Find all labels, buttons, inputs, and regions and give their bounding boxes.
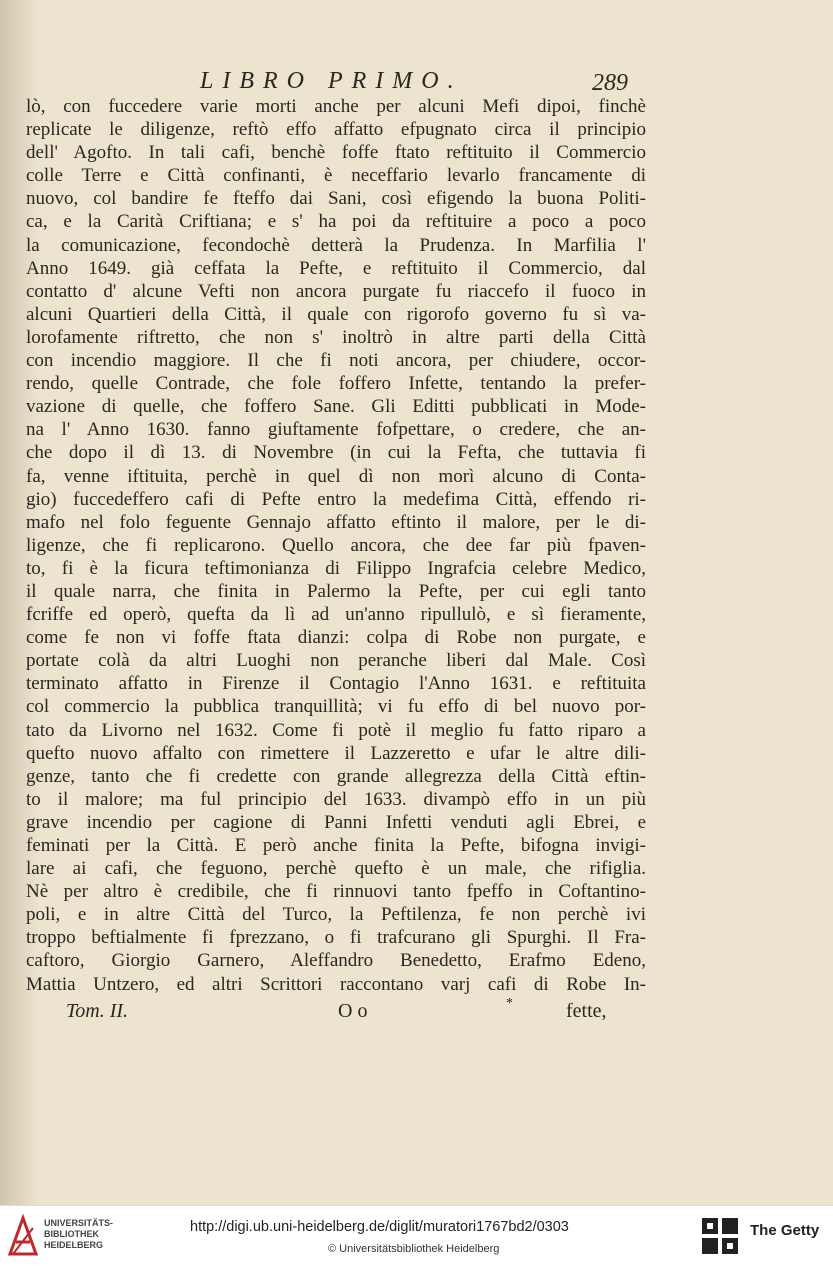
text-line: Nè per altro è credibile, che fi rinnuovi tanto fpeffo in Coftantino-: [26, 881, 646, 903]
text-line: replicate le diligenze, reftò effo affatto efpugnato circa il principio: [26, 119, 646, 141]
text-line: Anno 1649. già ceffata la Pefte, e reftituito il Commercio, dal: [26, 257, 646, 279]
text-line: quefto nuovo affalto con rimettere il Lazzeretto e ufar le altre dili-: [26, 742, 646, 764]
text-line: terminato affatto in Firenze il Contagio l'Anno 1631. e reftituita: [26, 673, 646, 695]
text-line: gio) fuccedeffero cafi di Pefte entro la medefima Città, effendo ri-: [26, 488, 646, 510]
copyright-notice: © Universitätsbibliothek Heidelberg: [328, 1243, 500, 1255]
text-line: fcriffe ed operò, quefta da lì ad un'anno ripullulò, e sì fieramente,: [26, 604, 646, 626]
page-footer: [26, 996, 641, 1026]
library-name-line: BIBLIOTHEK: [44, 1229, 99, 1239]
viewer-footer-bar: [0, 1205, 833, 1266]
getty-logo-icon: [700, 1216, 740, 1256]
text-line: Mattia Untzero, ed altri Scrittori raccontano varj cafi di Robe In-: [26, 973, 646, 995]
library-name: [44, 1218, 113, 1251]
text-line: to, fi è la ficura teftimonianza di Filippo Ingrafcia celebre Medico,: [26, 557, 646, 579]
text-line: che dopo il dì 13. di Novembre (in cui la Fefta, che tuttavia fi: [26, 442, 646, 464]
text-line: lò, con fuccedere varie morti anche per alcuni Mefi dipoi, finchè: [26, 96, 646, 117]
library-name-line: UNIVERSITÄTS-: [44, 1218, 114, 1228]
text-line: come fe non vi foffe ftata dianzi: colpa di Robe non purgate, e: [26, 627, 646, 649]
permalink-url[interactable]: http://digi.ub.uni-heidelberg.de/diglit/muratori1767bd2/0303: [190, 1219, 569, 1235]
text-line: lorofamente riftretto, che non s' inoltrò in altre parti della Città: [26, 326, 646, 348]
text-line: vazione di quelle, che foffero Sane. Gli Editti pubblicati in Mode-: [26, 396, 646, 418]
text-line: grave incendio per cagione di Panni Infetti venduti agli Ebrei, e: [26, 811, 646, 833]
text-line: col commercio la pubblica tranquillità; vi fu effo di bel nuovo por-: [26, 696, 646, 718]
text-line: feminati per la Città. E però anche finita la Pefte, bifogna invigi-: [26, 835, 646, 856]
signature-mark: O o: [338, 1000, 368, 1022]
text-line: genze, tanto che fi credette con grande allegrezza della Città eftin-: [26, 765, 646, 787]
heidelberg-library-logo-icon: [8, 1214, 38, 1258]
text-line: mafo nel folo feguente Gennajo affatto eftinto il malore, per le di-: [26, 511, 646, 533]
text-line: poli, e in altre Città del Turco, la Peftilenza, fe non perchè ivi: [26, 904, 646, 926]
text-line: il quale narra, che finita in Palermo la Pefte, per cui egli tanto: [26, 580, 646, 602]
star-mark: *: [506, 996, 513, 1011]
text-line: portate colà da altri Luoghi non peranche liberi dal Male. Così: [26, 650, 646, 672]
text-line: troppo beftialmente fi fprezzano, o fi trafcurano gli Spurghi. Il Fra-: [26, 927, 646, 949]
text-line: tato da Livorno nel 1632. Come fi potè il meglio fu fatto riparo a: [26, 719, 646, 741]
text-line: rendo, quelle Contrade, che fole foffero Infette, tentando la prefer-: [26, 373, 646, 395]
text-line: con incendio maggiore. Il che fi noti ancora, per chiudere, occor-: [26, 350, 646, 372]
library-name-line: HEIDELBERG: [44, 1240, 104, 1250]
body-text: [26, 95, 646, 996]
text-line: ligenze, che fi replicarono. Quello ancora, che dee far più fpaven-: [26, 534, 646, 556]
text-line: alcuni Quartieri della Città, il quale con rigorofo governo fu sì va-: [26, 303, 646, 325]
volume-mark: Tom. II.: [66, 1000, 129, 1022]
text-line: ca, e la Carità Criftiana; e s' ha poi da reftituire a poco a poco: [26, 211, 646, 233]
page-number: 289: [592, 70, 628, 96]
partner-name: The Getty: [750, 1222, 820, 1239]
text-line: dell' Agofto. In tali cafi, benchè foffe ftato reftituito il Commercio: [26, 142, 646, 164]
text-line: na l' Anno 1630. fanno giuftamente fofpettare, o credere, che an-: [26, 419, 646, 441]
catchword: fette,: [566, 1000, 607, 1022]
text-line: lare ai cafi, che feguono, perchè quefto è un male, che rifiglia.: [26, 858, 646, 880]
text-line: nuovo, col bandire fe fteffo dai Sani, così efigendo la buona Politi-: [26, 188, 646, 210]
text-line: contatto d' alcune Vefti non ancora purgate fu riaccefo il fuoco in: [26, 280, 646, 302]
running-title: LIBRO PRIMO.: [200, 68, 463, 94]
text-line: fa, venne iftituita, perchè in quel dì non morì alcuno di Conta-: [26, 465, 646, 487]
text-line: to il malore; ma ful principio del 1633. divampò effo in un più: [26, 788, 646, 810]
text-line: la comunicazione, fecondochè detterà la Prudenza. In Marfilia l': [26, 234, 646, 256]
text-line: colle Terre e Città confinanti, è neceffario levarlo francamente di: [26, 165, 646, 187]
text-line: caftoro, Giorgio Garnero, Aleffandro Benedetto, Erafmo Edeno,: [26, 950, 646, 972]
